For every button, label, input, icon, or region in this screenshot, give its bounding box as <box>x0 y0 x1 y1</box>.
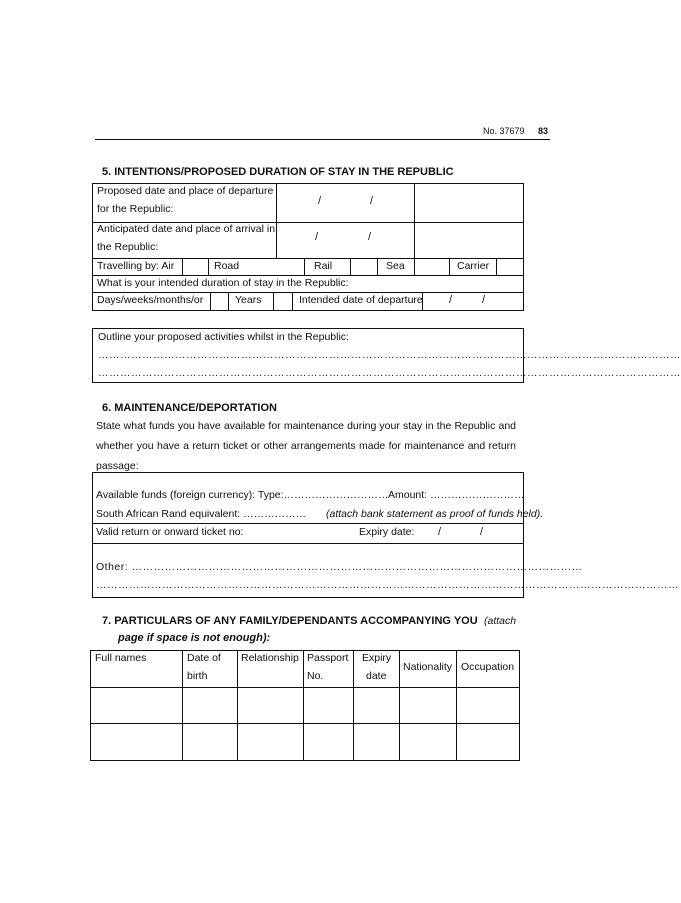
col-passport-cont: No. <box>307 670 324 682</box>
col-date-of-birth-cont: birth <box>187 670 208 682</box>
col-divider <box>276 183 277 258</box>
rail-option: Rail <box>314 260 333 272</box>
col-expiry: Expiry <box>362 652 392 664</box>
rand-note: (attach bank statement as proof of funds held). <box>326 508 544 520</box>
col-divider <box>303 650 304 761</box>
sea-option: Sea <box>386 260 405 272</box>
col-divider <box>414 183 415 258</box>
page-number: 83 <box>538 126 549 136</box>
departure-date-label: Intended date of departure <box>299 294 423 306</box>
col-divider <box>456 650 457 761</box>
expiry-label: Expiry date: <box>359 526 415 538</box>
col-divider <box>273 292 274 311</box>
col-divider <box>237 650 238 761</box>
section7-note-cont: page if space is not enough): <box>118 632 271 644</box>
row-divider <box>92 523 524 524</box>
header-rule <box>95 139 550 140</box>
col-divider <box>496 258 497 275</box>
col-full-names: Full names <box>95 652 147 664</box>
col-divider <box>210 292 211 311</box>
activities-box <box>92 328 681 383</box>
col-divider <box>353 650 354 761</box>
date-separator: / <box>370 195 374 207</box>
days-label: Days/weeks/months/or <box>97 294 204 306</box>
date-separator: / <box>438 526 442 538</box>
col-divider <box>377 258 378 275</box>
date-separator: / <box>482 294 486 306</box>
arrival-label: Anticipated date and place of arrival in <box>97 223 276 235</box>
col-nationality: Nationality <box>403 661 453 673</box>
other-dotline: …………………………………………………………………………………………………………………………………………… <box>96 579 679 591</box>
section6-heading: 6. MAINTENANCE/DEPORTATION <box>102 402 277 414</box>
date-separator: / <box>368 231 372 243</box>
section7-heading: 7. PARTICULARS OF ANY FAMILY/DEPENDANTS ACCOMPANYING YOU <box>102 615 478 627</box>
ticket-label: Valid return or onward ticket no: <box>96 526 244 538</box>
date-separator: / <box>318 195 322 207</box>
col-passport: Passport <box>307 652 349 664</box>
travel-table <box>92 183 524 313</box>
departure-label-cont: for the Republic: <box>97 203 174 215</box>
row-divider <box>92 543 524 544</box>
date-separator: / <box>315 231 319 243</box>
col-divider <box>414 258 415 275</box>
col-date-of-birth: Date of <box>187 652 221 664</box>
road-option: Road <box>214 260 240 272</box>
maintenance-paragraph: State what funds you have available for maintenance during your stay in the Republic and whether you have a return ticket or other arrangements made for maintenance and return passage: <box>96 420 516 472</box>
col-divider <box>399 650 400 761</box>
duration-question: What is your intended duration of stay in the Republic: <box>97 277 349 289</box>
rand-label: South African Rand equivalent: ……………… <box>96 508 307 520</box>
other-label: Other: …………………………………………………………………………………………………………… <box>96 561 583 573</box>
date-separator: / <box>449 294 453 306</box>
departure-label: Proposed date and place of departure <box>97 185 274 197</box>
activities-dotline: …………………………………………………………………………………………………………………………………………… <box>98 349 681 361</box>
section7-note: (attach <box>484 615 517 627</box>
carrier-option: Carrier <box>457 260 490 272</box>
funds-label: Available funds (foreign currency): Type:………………………… <box>96 489 389 501</box>
gazette-number: No. 37679 <box>483 126 525 136</box>
section5-heading: 5. INTENTIONS/PROPOSED DURATION OF STAY IN THE REPUBLIC <box>102 166 454 178</box>
row-divider <box>92 275 524 276</box>
col-divider <box>208 258 209 275</box>
funds-table <box>92 472 679 598</box>
col-divider <box>182 650 183 761</box>
col-relationship: Relationship <box>241 652 299 664</box>
travel-label: Travelling by: Air <box>97 260 175 272</box>
col-divider <box>350 258 351 275</box>
date-separator: / <box>480 526 484 538</box>
col-divider <box>292 292 293 311</box>
col-occupation: Occupation <box>461 661 515 673</box>
row-divider <box>92 292 524 293</box>
activities-dotline: …………………………………………………………………………………………………………………………………………… <box>98 367 681 379</box>
col-divider <box>449 258 450 275</box>
amount-label: Amount: ……………………… <box>388 489 525 501</box>
col-divider <box>304 258 305 275</box>
family-table <box>90 650 520 762</box>
years-label: Years <box>235 294 262 306</box>
arrival-label-cont: the Republic: <box>97 241 159 253</box>
activities-label: Outline your proposed activities whilst in the Republic: <box>98 331 349 343</box>
col-divider <box>182 258 183 275</box>
row-divider <box>92 258 524 259</box>
col-expiry-cont: date <box>366 670 387 682</box>
col-divider <box>228 292 229 311</box>
